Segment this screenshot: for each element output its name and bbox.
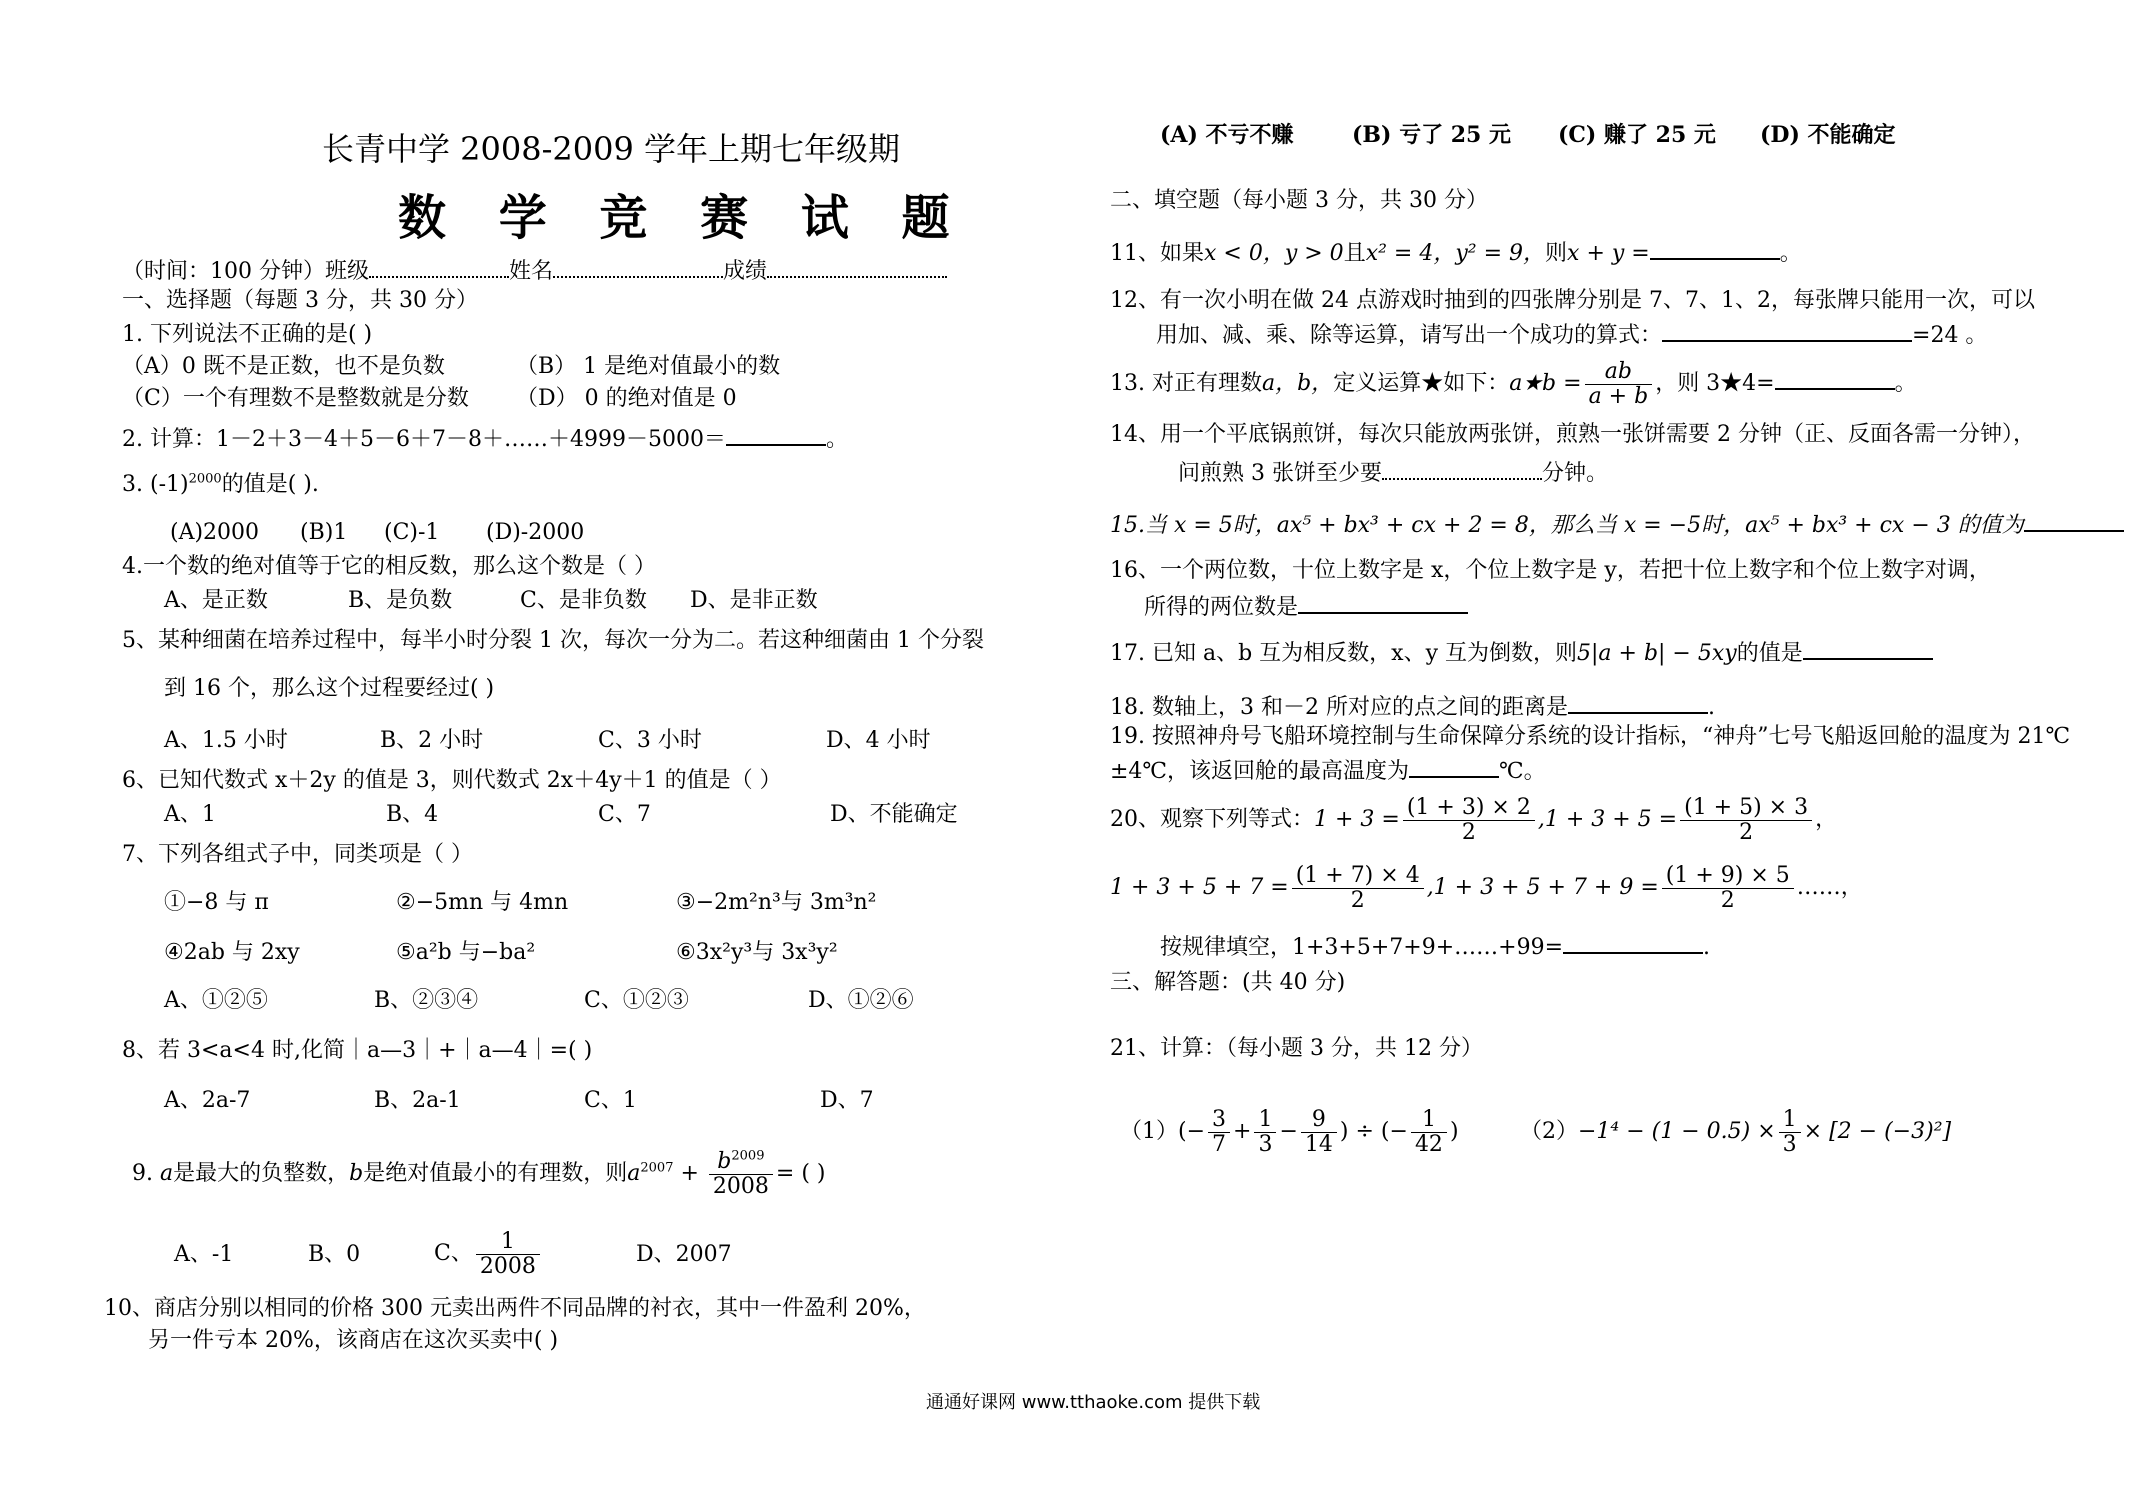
q8-option-a: A、2a-7	[164, 1088, 251, 1113]
q8-stem: 8、若 3<a<4 时,化简｜a—3｜+｜a—4｜=( )	[122, 1038, 593, 1063]
score-field[interactable]	[767, 254, 947, 278]
q9-option-c	[434, 1222, 543, 1286]
q7-item-5: ⑤a²b 与−ba²	[396, 940, 536, 965]
q21-p2-post: × [2 − (−3)²]	[1803, 1119, 1952, 1144]
q13	[1110, 352, 1917, 416]
q4-stem: 4.一个数的绝对值等于它的相反数，那么这个数是（ ）	[122, 554, 656, 579]
footer-source: 通通好课网 www.tthaoke.com 提供下载	[926, 1392, 1261, 1413]
q6-option-c: C、7	[598, 802, 651, 827]
q19-line2	[1110, 754, 1546, 787]
q4-option-b: B、是负数	[348, 588, 453, 613]
q10-stem-line2: 另一件亏本 20%，该商店在这次买卖中( )	[148, 1328, 559, 1353]
q12-line2	[1156, 318, 1987, 351]
q21-part1-frac3	[1301, 1108, 1337, 1157]
q6-option-d: D、不能确定	[830, 802, 958, 827]
q3-option-c: (C)-1	[384, 520, 440, 545]
q16-line2	[1144, 590, 1468, 623]
q20-eq3-lhs: 1 + 3 + 5 + 7 =	[1110, 875, 1289, 900]
q13-num: ab	[1585, 360, 1653, 385]
q13-answer-blank[interactable]	[1775, 366, 1895, 390]
name-label: 姓名	[509, 259, 554, 284]
q9-exp-a: 2007	[640, 1160, 674, 1176]
q7-item-3: ③−2m²n³与 3m³n²	[676, 890, 877, 915]
q21-p1-f4-den: 42	[1414, 1131, 1443, 1157]
q7-option-c: C、①②③	[584, 988, 689, 1013]
q11-target: x + y =	[1567, 241, 1650, 266]
q13-den: a + b	[1588, 383, 1649, 409]
q9-option-a: A、-1	[174, 1242, 234, 1267]
q7-option-a: A、①②⑤	[164, 988, 268, 1013]
q20-eq2-lhs: ,1 + 3 + 5 =	[1537, 807, 1678, 832]
q9-option-c-fraction	[476, 1230, 540, 1279]
q3-option-d: (D)-2000	[486, 520, 585, 545]
q19-end: ℃。	[1499, 759, 1546, 784]
q2-end: 。	[825, 427, 848, 452]
q12-line1: 12、有一次小明在做 24 点游戏时抽到的四张牌分别是 7、7、1、2，每张牌只能用一次，可以	[1110, 288, 2035, 313]
q21-part2-label: （2）	[1520, 1119, 1578, 1144]
q3-option-b: (B)1	[300, 520, 348, 545]
q14-line1: 14、用一个平底锅煎饼，每次只能放两张饼，煎熟一张饼需要 2 分钟（正、反面各需一分钟），	[1110, 422, 2035, 447]
q8-option-d: D、7	[820, 1088, 874, 1113]
q13-vars: a，b，	[1261, 371, 1334, 396]
q12-answer-blank[interactable]	[1662, 318, 1912, 342]
q15	[1110, 508, 2124, 541]
q21-part1-frac4	[1411, 1108, 1447, 1157]
q9-var-b: b	[349, 1161, 364, 1186]
section3-heading: 三、解答题：(共 40 分)	[1110, 970, 1346, 995]
q9-frac-num-exp: 2009	[731, 1148, 765, 1164]
q21-p1-f3-den: 14	[1304, 1131, 1333, 1157]
q20-eq2-fraction	[1680, 796, 1812, 845]
q15-answer-blank[interactable]	[2024, 508, 2124, 532]
q11-cond3: x² = 4，	[1365, 241, 1456, 266]
q20-rule-text: 按规律填空，1+3+5+7+9+……+99=	[1160, 935, 1564, 960]
q7-item-6: ⑥3x²y³与 3x³y²	[676, 940, 838, 965]
q20-eq3-den: 2	[1350, 887, 1365, 913]
q20-line2	[1110, 856, 1863, 920]
q17-answer-blank[interactable]	[1803, 636, 1933, 660]
q20-eq1-lhs: 1 + 3 =	[1314, 807, 1400, 832]
q11-cond4: y² = 9，	[1455, 241, 1546, 266]
q19-line1: 19. 按照神舟号飞船环境控制与生命保障分系统的设计指标，“神舟”七号飞船返回舱的温度为 21℃	[1110, 724, 2071, 749]
q6-option-a: A、1	[164, 802, 216, 827]
q13-fraction	[1585, 360, 1653, 409]
title-school: 长青中学 2008-2009 学年上期七年级期	[322, 130, 901, 168]
q12-end: =24 。	[1912, 323, 1988, 348]
q21-p1-end: )	[1449, 1119, 1459, 1144]
q20-answer-blank[interactable]	[1563, 930, 1703, 954]
q5-stem-line2: 到 16 个，那么这个过程要经过( )	[164, 676, 495, 701]
q10-option-c: (C) 赚了 25 元	[1558, 122, 1716, 148]
q7-item-2: ②−5mn 与 4mn	[396, 890, 569, 915]
q7-option-b: B、②③④	[374, 988, 479, 1013]
q16-answer-blank[interactable]	[1298, 590, 1468, 614]
q8-option-b: B、2a-1	[374, 1088, 461, 1113]
q21-p2-den: 3	[1782, 1131, 1797, 1157]
section2-heading: 二、填空题（每小题 3 分，共 30 分）	[1110, 188, 1488, 213]
q21-p1-f1-num: 3	[1208, 1108, 1230, 1133]
q20-pre: 20、观察下列等式：	[1110, 807, 1314, 832]
q20-eq4-fraction	[1662, 864, 1794, 913]
score-label: 成绩	[723, 259, 768, 284]
q5-option-c: C、3 小时	[598, 728, 702, 753]
q15-text: 15.当 x = 5时，ax⁵ + bx³ + cx + 2 = 8，那么当 x = −5时，ax⁵ + bx³ + cx − 3 的值为	[1110, 513, 2024, 538]
q11-then: 则	[1545, 241, 1568, 266]
q21-p1-plus: +	[1233, 1119, 1252, 1144]
q20-eq4-num: (1 + 9) × 5	[1662, 864, 1794, 889]
q3-stem	[122, 470, 319, 500]
q9-frac-num: b	[717, 1148, 732, 1174]
q7-item-1: ①−8 与 π	[164, 890, 269, 915]
q10-stem-line1: 10、商店分别以相同的价格 300 元卖出两件不同品牌的衬衣，其中一件盈利 20%，	[104, 1296, 926, 1321]
q2-answer-blank[interactable]	[726, 422, 826, 446]
q9-frac-den: 2008	[712, 1173, 769, 1199]
q6-option-b: B、4	[386, 802, 439, 827]
q11-cond2: y > 0	[1284, 241, 1344, 266]
q13-end: 。	[1894, 371, 1917, 396]
q16-line1: 16、一个两位数，十位上数字是 x，个位上数字是 y，若把十位上数字和个位上数字对调，	[1110, 558, 1991, 583]
q20-eq2-den: 2	[1739, 819, 1754, 845]
q16-prompt: 所得的两位数是	[1144, 595, 1299, 620]
q5-stem-line1: 5、某种细菌在培养过程中，每半小时分裂 1 次，每次一分为二。若这种细菌由 1 个分裂	[122, 628, 984, 653]
q20-eq3-num: (1 + 7) × 4	[1292, 864, 1424, 889]
q5-option-b: B、2 小时	[380, 728, 484, 753]
q13-pre: 13. 对正有理数	[1110, 371, 1262, 396]
section1-heading: 一、选择题（每题 3 分，共 30 分）	[122, 288, 478, 313]
q21-part1	[1120, 1100, 1459, 1164]
q18-pre: 18. 数轴上，3 和－2 所对应的点之间的距离是	[1110, 695, 1568, 720]
q21-part1-open: (−	[1178, 1119, 1206, 1144]
q21-p1-minus: −	[1279, 1119, 1298, 1144]
q9-fraction	[709, 1150, 773, 1199]
q19-prompt: ±4℃，该返回舱的最高温度为	[1110, 759, 1410, 784]
q1-stem: 1. 下列说法不正确的是( )	[122, 322, 373, 347]
q21-p2-pre: −1⁴ − (1 − 0.5) ×	[1578, 1119, 1776, 1144]
q9-option-c-num: 1	[476, 1230, 540, 1255]
q21-part1-frac2	[1254, 1108, 1276, 1157]
q21-p1-f3-num: 9	[1301, 1108, 1337, 1133]
class-field[interactable]	[369, 254, 509, 278]
q1-option-c: （C）一个有理数不是整数就是分数	[122, 386, 469, 411]
q11-and: 且	[1343, 241, 1366, 266]
q21-p2-num: 1	[1779, 1108, 1801, 1133]
q6-stem: 6、已知代数式 x＋2y 的值是 3，则代数式 2x＋4y＋1 的值是（ ）	[122, 768, 782, 793]
q20-rule-end: .	[1703, 935, 1711, 960]
q4-option-c: C、是非负数	[520, 588, 647, 613]
q11	[1110, 236, 1802, 269]
q18	[1110, 690, 1715, 723]
q21-heading: 21、计算：（每小题 3 分，共 12 分）	[1110, 1036, 1483, 1061]
q13-def: 定义运算★如下：	[1333, 371, 1510, 396]
q19-answer-blank[interactable]	[1409, 754, 1499, 778]
q9-stem: 9. a是最大的负整数，b是绝对值最小的有理数，则$a^{2007}$ + $\frac{b^{2009}}{2008}$ = ( )	[132, 1148, 826, 1199]
q21-p1-f2-num: 1	[1254, 1108, 1276, 1133]
q17-pre: 17. 已知 a、b 互为相反数，x、y 互为倒数，则	[1110, 641, 1577, 666]
q1-option-d: （D） 0 的绝对值是 0	[516, 386, 737, 411]
title-main: 数 学 竞 赛 试 题	[398, 190, 968, 246]
q20-eq4-lhs: ,1 + 3 + 5 + 7 + 9 =	[1426, 875, 1659, 900]
q14-end: 分钟。	[1541, 461, 1608, 486]
q14-prompt: 问煎熟 3 张饼至少要	[1178, 461, 1382, 486]
q11-pre: 11、如果	[1110, 241, 1204, 266]
q3-option-a: (A)2000	[170, 520, 260, 545]
q3-exponent: 2000	[188, 471, 222, 487]
q9-tail: = ( )	[775, 1161, 826, 1186]
name-field[interactable]	[553, 254, 723, 278]
q18-end: .	[1707, 695, 1715, 720]
time-class-label: （时间：100 分钟）班级	[122, 259, 369, 284]
q5-option-a: A、1.5 小时	[164, 728, 288, 753]
q1-option-b: （B） 1 是绝对值最小的数	[516, 354, 781, 379]
q8-option-c: C、1	[584, 1088, 637, 1113]
q21-p1-divide: ) ÷ (−	[1339, 1119, 1408, 1144]
q9-option-c-den: 2008	[479, 1253, 536, 1279]
q9-text1: 是最大的负整数，	[173, 1161, 350, 1186]
q4-option-d: D、是非正数	[690, 588, 818, 613]
q20-eq1-num: (1 + 3) × 2	[1403, 796, 1535, 821]
q7-option-d: D、①②⑥	[808, 988, 914, 1013]
q4-option-a: A、是正数	[164, 588, 268, 613]
q20-eq4-den: 2	[1720, 887, 1735, 913]
q12-prompt: 用加、减、乘、除等运算，请写出一个成功的算式：	[1156, 323, 1663, 348]
q20-line1: 20、观察下列等式：1 + 3 = $\frac{(1 + 3) \times 2}{2}$ ,1 + 3 + 5 = $\frac{(1 + 5) \times 3}{2}$ ，	[1110, 794, 1838, 845]
q10-option-d: (D) 不能确定	[1760, 122, 1896, 148]
q21-p1-f1-den: 7	[1212, 1131, 1227, 1157]
q11-answer-blank[interactable]	[1650, 236, 1780, 260]
q9-option-d: D、2007	[636, 1242, 732, 1267]
q3-post: 的值是( ).	[221, 472, 319, 497]
q5-option-d: D、4 小时	[826, 728, 931, 753]
q2	[122, 422, 848, 455]
q13-tail: ，则 3★4=	[1655, 371, 1775, 396]
info-line	[122, 254, 947, 287]
q17-expr: 5|a + b| − 5xy	[1577, 641, 1737, 666]
q9-expr-a: a	[627, 1161, 641, 1186]
q21-part1-label: （1）	[1120, 1119, 1178, 1144]
q1-option-a: （A）0 既不是正数，也不是负数	[122, 354, 445, 379]
q10-option-b: (B) 亏了 25 元	[1352, 122, 1512, 148]
q20-eq1-fraction	[1403, 796, 1535, 845]
q9-var-a: a	[160, 1161, 174, 1186]
q20-eq2-num: (1 + 5) × 3	[1680, 796, 1812, 821]
q7-stem: 7、下列各组式子中，同类项是（ ）	[122, 842, 473, 867]
q18-answer-blank[interactable]	[1568, 690, 1708, 714]
q21-p1-f4-num: 1	[1411, 1108, 1447, 1133]
q21-part2	[1520, 1100, 1951, 1164]
q7-item-4: ④2ab 与 2xy	[164, 940, 300, 965]
q10-option-a: (A) 不亏不赚	[1160, 122, 1294, 148]
q13-lhs: a★b =	[1509, 371, 1582, 396]
q21-p1-f2-den: 3	[1258, 1131, 1273, 1157]
q14-answer-blank[interactable]	[1382, 456, 1542, 480]
q21-part2-frac	[1779, 1108, 1801, 1157]
q9-option-b: B、0	[308, 1242, 361, 1267]
q9-option-c-label: C、	[434, 1241, 473, 1266]
q20-rule	[1160, 930, 1710, 963]
q11-end: 。	[1779, 241, 1802, 266]
q20-eq1-den: 2	[1461, 819, 1476, 845]
q11-cond1: x < 0，	[1204, 241, 1285, 266]
q21-part1-frac1	[1208, 1108, 1230, 1157]
q17-post: 的值是	[1736, 641, 1803, 666]
q3-pre: 3. (-1)	[122, 472, 189, 497]
q2-stem: 2. 计算：1－2＋3－4＋5－6＋7－8＋……＋4999－5000＝	[122, 427, 726, 452]
q9-text2: 是绝对值最小的有理数，则	[363, 1161, 628, 1186]
q9-number: 9.	[132, 1161, 153, 1186]
q14-line2	[1178, 456, 1608, 489]
q17	[1110, 636, 1933, 669]
q20-ellipsis: ……，	[1796, 875, 1863, 900]
q20-eq3-fraction	[1292, 864, 1424, 913]
